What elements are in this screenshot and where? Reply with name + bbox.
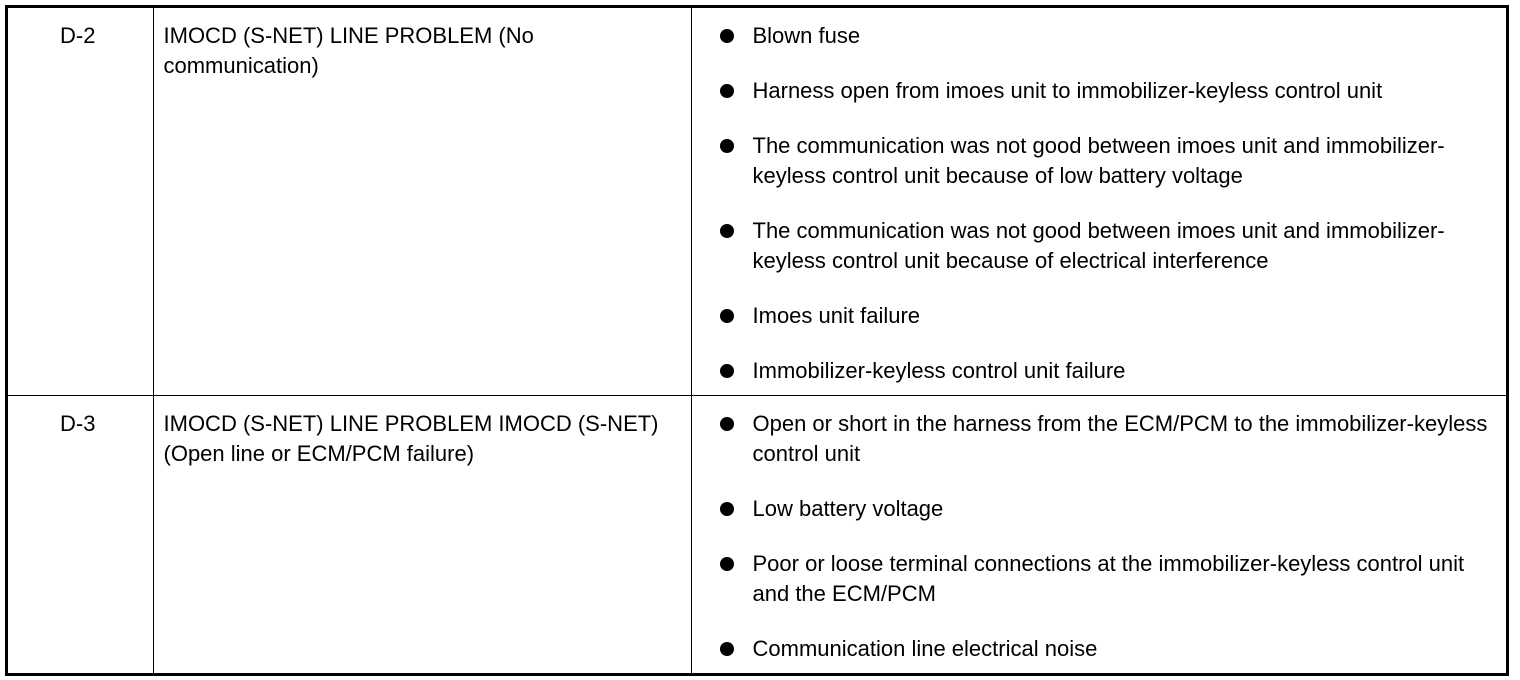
possible-causes-list [720, 409, 1507, 664]
cause-text: Open or short in the harness from the ECM/PCM to the immobilizer-keyless control unit [752, 410, 1488, 466]
cause-text: The communication was not good between imoes unit and immobilizer-keyless control unit because of electrical interference [752, 218, 1445, 273]
list-item [720, 634, 1507, 664]
list-item [720, 409, 1507, 469]
dtc-code: D-2 [60, 23, 96, 48]
possible-causes-list [720, 21, 1507, 386]
bullet-icon [720, 642, 734, 656]
table-row-d3 [8, 395, 1506, 673]
cause-text: Harness open from imoes unit to immobilizer-keyless control unit [752, 78, 1383, 103]
list-item [720, 494, 1507, 524]
list-item [720, 356, 1507, 386]
cause-text: Low battery voltage [752, 495, 944, 521]
list-item [720, 21, 1507, 51]
dtc-description-cell [153, 8, 691, 395]
cause-text: Poor or loose terminal connections at the immobilizer-keyless control unit and the ECM/PCM [752, 550, 1465, 606]
bullet-icon [720, 417, 734, 431]
possible-causes-cell [691, 395, 1506, 673]
dtc-description: IMOCD (S-NET) LINE PROBLEM IMOCD (S-NET) (Open line or ECM/PCM failure) [163, 410, 659, 466]
list-item [720, 131, 1507, 191]
bullet-icon [720, 139, 734, 153]
dtc-description: IMOCD (S-NET) LINE PROBLEM (No communication) [163, 23, 534, 78]
bullet-icon [720, 364, 734, 378]
cause-text: The communication was not good between imoes unit and immobilizer-keyless control unit because of low battery voltage [752, 133, 1445, 188]
bullet-icon [720, 29, 734, 43]
possible-causes-cell [691, 8, 1506, 395]
dtc-description-cell [153, 395, 691, 673]
cause-text: Blown fuse [752, 23, 861, 48]
cause-text: Communication line electrical noise [752, 635, 1098, 661]
dtc-code: D-3 [60, 410, 96, 436]
cause-text: Imoes unit failure [752, 303, 921, 328]
bullet-icon [720, 309, 734, 323]
list-item [720, 549, 1507, 609]
dtc-table [8, 8, 1506, 673]
bullet-icon [720, 557, 734, 571]
list-item [720, 76, 1507, 106]
dtc-code-cell [8, 8, 153, 395]
bullet-icon [720, 224, 734, 238]
list-item [720, 301, 1507, 331]
list-item [720, 216, 1507, 276]
cause-text: Immobilizer-keyless control unit failure [752, 358, 1126, 383]
bullet-icon [720, 502, 734, 516]
dtc-table-frame [5, 5, 1509, 676]
table-row-d2 [8, 8, 1506, 395]
bullet-icon [720, 84, 734, 98]
dtc-code-cell [8, 395, 153, 673]
